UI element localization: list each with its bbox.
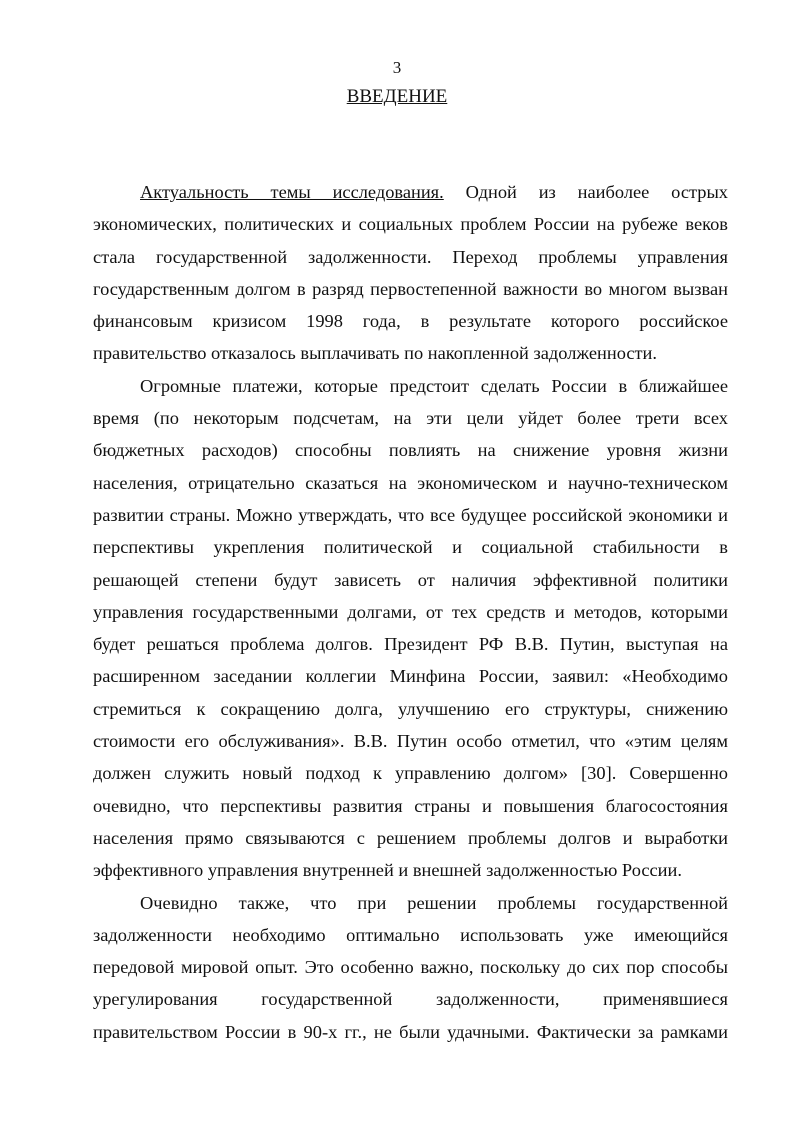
- paragraph-2-line: Огромные платежи, которые предстоит сделать России в ближайшее: [140, 375, 728, 396]
- paragraph-1-line: стала государственной задолженности. Переход проблемы управления: [93, 246, 728, 267]
- paragraph-3-line: передовой мировой опыт. Это особенно важно, поскольку до сих пор способы: [93, 957, 728, 978]
- paragraph-1-line-1: [93, 176, 728, 208]
- paragraph-2-line: решающей степени будут зависеть от наличия эффективной политики: [93, 569, 728, 590]
- paragraph-1-line: государственным долгом в разряд первостепенной важности во многом вызван: [93, 278, 728, 299]
- paragraph-3-line: правительством России в 90-х гг., не были удачными. Фактически за рамками: [93, 1021, 728, 1042]
- paragraph-2-line: бюджетных расходов) способны повлиять на снижение уровня жизни: [93, 440, 728, 461]
- paragraph-1-line: финансовым кризисом 1998 года, в результате которого российское: [93, 311, 728, 332]
- paragraph-2-line: время (по некоторым подсчетам, на эти цели уйдет более трети всех: [93, 408, 728, 429]
- paragraph-2-line: очевидно, что перспективы развития страны и повышения благосостояния: [93, 795, 728, 816]
- paragraph-2-line: расширенном заседании коллегии Минфина России, заявил: «Необходимо: [93, 666, 728, 687]
- section-title: ВВЕДЕНИЕ: [346, 86, 448, 107]
- paragraph-3-line: Очевидно также, что при решении проблемы государственной: [140, 892, 728, 913]
- paragraph-2-line: стоимости его обслуживания». В.В. Путин особо отметил, что «этим целям: [93, 731, 728, 752]
- paragraph-2-line: управления государственными долгами, от тех средств и методов, которыми: [93, 601, 728, 622]
- paragraph-2-line: перспективы укрепления политической и социальной стабильности в: [93, 537, 728, 558]
- paragraph-2-line: эффективного управления внутренней и внешней задолженностью России.: [93, 860, 682, 881]
- paragraph-2-line: населения, отрицательно сказаться на экономическом и научно-техническом: [93, 472, 728, 493]
- paragraph-3-line: урегулирования государственной задолженности, применявшиеся: [93, 989, 728, 1010]
- paragraph-2-line: развитии страны. Можно утверждать, что все будущее российской экономики и: [93, 504, 728, 525]
- paragraph-1-line: экономических, политических и социальных проблем России на рубеже веков: [93, 214, 728, 235]
- paragraph-2-line: стремиться к сокращению долга, улучшению его структуры, снижению: [93, 698, 728, 719]
- paragraph-2-line: будет решаться проблема долгов. Президент РФ В.В. Путин, выступая на: [93, 634, 728, 655]
- page-number: 3: [392, 58, 402, 77]
- relevance-heading: Актуальность темы исследования.: [140, 182, 444, 202]
- paragraph-1-line: правительство отказалось выплачивать по накопленной задолженности.: [93, 343, 657, 364]
- paragraph-2-line: должен служить новый подход к управлению долгом» [30]. Совершенно: [93, 763, 728, 784]
- paragraph-2-line: населения прямо связываются с решением проблемы долгов и выработки: [93, 827, 728, 848]
- paragraph-3-line: задолженности необходимо оптимально использовать уже имеющийся: [93, 924, 728, 945]
- body-text: [93, 176, 728, 1048]
- paragraph-1-lead-rest: Одной из наиболее острых: [443, 182, 728, 202]
